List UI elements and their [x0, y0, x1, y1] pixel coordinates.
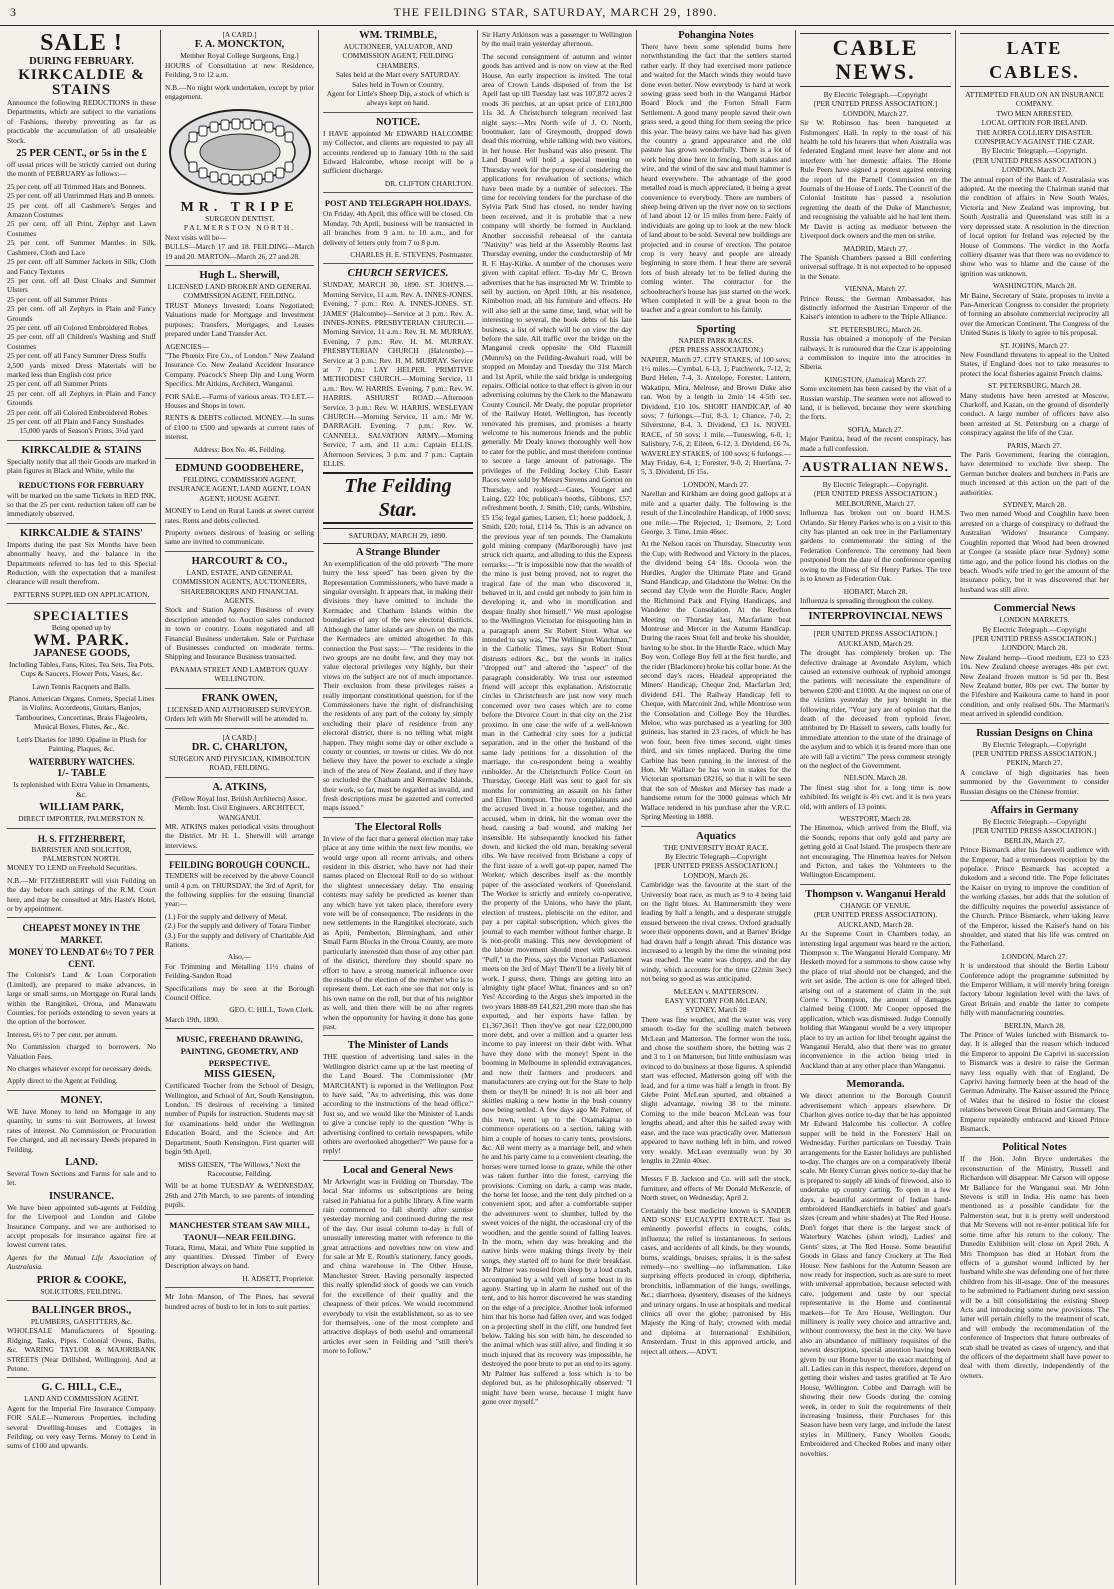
london27-dateline: LONDON, March 27.: [842, 108, 909, 118]
land-title: LAND.: [65, 1156, 98, 1168]
owen-name: FRANK OWEN,: [201, 692, 278, 704]
markets-title: LONDON MARKETS.: [999, 615, 1070, 625]
london27b-dateline: LONDON, March 27.: [1001, 951, 1068, 961]
nelson-dateline: NELSON, March 28.: [843, 773, 908, 783]
notice-title: NOTICE.: [375, 116, 421, 128]
mill-text: Totara, Rimu, Matai, and White Pine supplied in any quantities. Dressed Timber of Every Description always on hand.: [165, 1242, 314, 1271]
charges-line: No charges whatever except for necessary deeds.: [7, 1064, 152, 1074]
postmaster-signature: CHARLES H. E. STEVENS, Postmaster.: [350, 249, 473, 259]
paris-dateline: PARIS, March 27.: [1007, 440, 1062, 450]
apply-line: Apply direct to the Agent at Feilding.: [7, 1076, 118, 1086]
page-number: 3: [10, 5, 17, 19]
late-cables-title: LATE CABLES.: [960, 33, 1109, 87]
charlton-name: DR. C. CHARLTON,: [191, 741, 288, 753]
trimble-town: Sales held in Town or Country.: [352, 79, 444, 89]
aus-copyright: By Electric Telegraph.—Copyright.: [822, 480, 929, 490]
giesen-text: Certificated Teacher from the School of Design, Wellington, and School of Art, South Kensington, London, IS desirous of receiving a limited number of Pupils for instruction. Students may sit for examinations held under the Wellington Education Board, and the Science and Art Department, South Kensington. First quarter will begin 9th April.: [165, 1081, 314, 1157]
late-copyright: By Electric Telegraph.—Copyright.: [981, 146, 1088, 156]
petersburg-dateline: ST. PETERSBURG, March 26.: [828, 324, 923, 334]
napier-title: NAPIER PARK RACES.: [678, 335, 754, 345]
insurance-title: INSURANCE.: [48, 1190, 115, 1202]
venue-title: CHANGE OF VENUE.: [840, 900, 911, 910]
ballinger-name: BALLINGER BROS.,: [31, 1304, 132, 1316]
headline: THE AORFA COLLIERY DISASTER.: [976, 127, 1093, 137]
firm-name-2: KIRKCALDIE & STAINS: [21, 444, 142, 456]
reductions-title: REDUCTIONS FOR FEBRUARY: [18, 479, 145, 490]
cable-text: Sir W. Robinson has been banqueted at Fishmongers' Hall. In reply to the toast of his health he told his hearers that when Australia was federated England must leave her alone and not interfere with her domestic affairs. The Home Rule Peers have signed a protest against entering the report of the Parnell Commission on the Journals of the House of Lords. The Council of the Colonial Institute has passed a resolution regretting the death of the Duke of Manchester, and recognising the valuable aid he had lent them. Mr Davitt is acting as mediator between the Liverpool dock owners and the men on strike.: [800, 118, 951, 241]
prior-cooke: PRIOR & COOKE,: [36, 1274, 127, 1286]
rents-text: RENTS & DEBTS collected. MONEY.—In sums of £100 to £500 and upwards at current rates of interest.: [165, 413, 314, 442]
colonial-text: The Colonist's Land & Loan Corporation (Limited), are prepared to make advances, in large or small sums, on Mortgage on Rural lands within the Rangitikei, Oroua, and Manawatu Counties, for periods extending to seven years at the option of the borrower.: [7, 970, 156, 1027]
ger-copyright: By Electric Telegraph.—Copyright: [982, 817, 1087, 827]
sporting-title: Sporting: [696, 323, 736, 335]
goodbehere-sub: FEILDING. COMMISSION AGENT, INSURANCE AGENT, LAND AGENT, LOAN AGENT, HOUSE AGENT.: [168, 474, 311, 503]
local-text: Mr Arkwright was in Feilding on Thursday. The local Star informs us subscriptions are being raised in Pahiatua for a public library. A fine warm rain commenced to fall shortly after sunrise yesterday morning and continued during the rest of the day. Our usual column to-day is full of unusually interesting matter with reference to the great attractions and novelties now on view and for sale at Mr E. Routh's stationery, fancy goods, and china warehouse in The Other House, Manchester Street. Having personally inspected this really splendid stock of goods we can vouch for the excellence of their quality and the cheapness of their prices. We would recommend everybody to visit the establishment, so as to see for themselves, one of the most complete and attractive displays of both useful and ornamental articles ever seen in Feilding and "still there's more to follow.": [323, 1176, 473, 1356]
sale-title: SALE !: [40, 30, 123, 56]
charlton-card: [A CARD.]: [222, 732, 257, 742]
madrid-dateline: MADRID, March 27.: [843, 243, 908, 253]
sherwill-name: Hugh L. Sherwill,: [199, 270, 280, 282]
giesen-address: MISS GIESEN, "The Willows," Next the Racecourse, Feilding.: [178, 1159, 301, 1178]
com-copyright: By Electric Telegraph.—Copyright: [982, 624, 1087, 634]
tripe-addr: PALMERSTON NORTH.: [183, 223, 296, 233]
washington-text: Mr Baine, Secretary of State, proposes to invite a Pan-American Congress to consider the propriety of forming an absolute commercial reciprocity all over the American Continent. The Congress of the United States is likely to agree to his proposal.: [960, 290, 1109, 338]
charlton-sub: SURGEON AND PHYSICIAN, KIMBOLTON ROAD, FEILDING.: [169, 753, 310, 773]
list-item: 25 per cent. off all Cashmere's Serges and Amazon Costumes: [7, 200, 156, 220]
column-4: [479, 30, 635, 1586]
mclean-title: McLEAN v. MATTERSON.: [673, 986, 759, 996]
money-text: WE have Money to lend on Mortgage in any quantity, in sums to suit Borrowers, at lowest rates of interest. No Commission or Procuration Fee charged, and all necessary Deeds prepared in Feilding.: [7, 1106, 156, 1154]
specs-text: Specifications may be seen at the Borough Council Office.: [165, 983, 314, 1003]
hill-name: G. C. HILL, C.E.,: [41, 1382, 122, 1394]
forsale-text: FOR SALE.—Farms of various areas. TO LET.—Houses and Shops in town.: [165, 391, 314, 410]
boat-text: Cambridge was the favourite at the start of the University boat race, as much as 9 to 4 being laid on the light blues. At Hammersmith they were leading by half a length, and a desperate struggle ensued between the rival crews. Oxford gradually wore their opponents down, and at Barnes' Bridge had drawn half a length ahead. This distance was increased to a length by the time the winning post was reached. The water was choppy, and the day windy, which accounts for the time (22min 3sec) not being so good as was anticipated.: [641, 880, 791, 984]
napier-text: NAPIER, March 27. CITY STAKES, of 100 sovs; 1½ miles.—Cymbal, 6-13, 1; Patchwork, 7-12, 2; Burd Helen, 7-4, 3. Antelope, Forester, Lantern, Wakatipu, Mira, Melrose, and Brown Duke also ran. Won by a length in 2min 14 4-5th sec. Dividend, £10 10s. SHORT HANDICAP, of 40 sovs; 7 furlongs.—Tui, 8-3, 1; Chance, 7-0, 2; Silverstone, 8-4, 3. Dividend, £3 1s. NOVEL RACE, of 50 sovs; 1 mile.—Tuneswing, 6-0, 1; Salisbury, 7-6, 2; Eileen, 6-12, 3. Dividend, £6 7s. WAVERLEY STAKES, of 100 sovs; 6 furlongs.—May Friday, 6-4, 1; Forester, 9-0, 2; Huerfana, 7-5, 3. Dividend, £6 15s.: [641, 354, 791, 477]
manson-text: Mr John Manson, of The Pines, has several hundred acres of bush to let in lots to suit parties.: [165, 1292, 314, 1311]
column-2: [162, 30, 317, 1586]
rolls-title: The Electoral Rolls: [354, 821, 442, 833]
ger-assoc: [PER UNITED PRESS ASSOCIATION.]: [972, 826, 1097, 836]
discount-list: [7, 182, 156, 427]
headline: LOCAL OPTION FOR IRELAND.: [981, 118, 1088, 128]
table-text: Is replenished with Extra Value in Ornaments, &c.: [13, 780, 150, 799]
minister-title: The Minister of Lands: [347, 1040, 449, 1052]
pekin-dateline: PEKIN, March 27.: [1006, 758, 1063, 768]
jackson-text: Messrs F B. Jackson and Co. will sell the stock, furniture, and effects of Mr Donald McKenzie, of North street, on Wednesday, April 2.: [641, 1174, 791, 1203]
vienna-text: Prince Reuss, the German Ambassador, has distinctly informed the Austrian Emperor of the Kaiser's intention to adhere to the Triple Alliance.: [800, 293, 951, 322]
sale-subtitle: DURING FEBRUARY.: [29, 56, 134, 67]
inter-text: The drought has completely broken up. The defective drainage at Avondale Asylum, which caused an extensive outbreak of typhoid amongst the patients will necessitate the expenditure of between £200 and £1000. At the inquest on one of the victims yesterday the jury brought in the following rider, "Your jury are of opinion that the death of the deceased from typhoid fever, attributed by Dr Hassell to sewers, calls loudly for immediate attention to the state of the drainage of the asylum and to which it is feared more than one are will fall a victim." The press comment strongly on the neglect of the Government.: [800, 648, 951, 770]
local-title: Local and General News: [343, 1164, 453, 1176]
aquatics-title: Aquatics: [696, 830, 736, 842]
japanese-title: JAPANESE GOODS,: [33, 647, 130, 659]
hill-text: Agent for the Imperial Fire Insurance Company. FOR SALE—Numerous Properties, including several Dwelling-houses and Cottages in Feilding, on very easy Terms. Money to Lend in sums of £100 and upwards.: [7, 1403, 156, 1451]
waterbury-title: WATERBURY WATCHES.: [28, 757, 135, 768]
london-dateline: LONDON, March 27.: [683, 479, 749, 489]
address-line: Address: Box No. 46, Feilding.: [193, 444, 286, 454]
madrid-text: The Spanish Chambers passed a Bill conferring universal suffrage. It is not expected to be opposed in the Senate.: [800, 252, 951, 281]
sofia-text: Major Panitza, head of the recent conspiracy, has made a full confession.: [800, 434, 951, 453]
london27-dateline: LONDON, March 27.: [1001, 165, 1068, 175]
cheapest-money: CHEAPEST MONEY IN THE MARKET.: [22, 923, 141, 946]
atkinson-text: Sir Harry Atkinson was a passenger to Wellington by the mail train yesterday afternoon.: [482, 30, 632, 49]
com-assoc: [PER UNITED PRESS ASSOCIATION.]: [972, 633, 1097, 643]
money-title: MONEY.: [60, 1094, 103, 1106]
petersburg-text: Russia has obtained a monopoly of the Persian railways. It is rumoured that the Czar is appointing a commission to inquire into the atrocities in Siberia.: [800, 334, 951, 372]
cable-assoc: [PER UNITED PRESS ASSOCIATION.]: [813, 99, 938, 109]
japanese-text: Including Tables, Fans, Kites, Tea Sets, Tea Pots, Cups & Saucers, Flower Pots, Vases, &c.: [8, 659, 154, 679]
aus-assoc: (PER UNITED PRESS ASSOCIATION.): [813, 489, 938, 499]
stjohns-dateline: ST. JOHNS, March 27.: [1000, 340, 1069, 350]
harcourt-sub: LAND, ESTATE, AND GENERAL COMMISSION AGENTS, AUCTIONEERS, SHAREBROKERS AND FINANCIAL AGENTS.: [172, 567, 307, 606]
list-item: 25 per cent. off Summer Mantles in Silk, Cashmere, Cloth and Lace: [7, 238, 156, 257]
berlin28-text: The Prince of Wales lunched with Bismarck to-day. It is alleged that the reason which induced the Emperor to appoint De Caprivi in succession to Bismarck was a desire to raise the German navy less equally with that of England, De Caprivi having formerly been at the head of the German Admiralty. The Kaiser assured the Prince of Wales that he desired to foster the closest relations between Great Britain and Germany. The Emperor repeatedly embraced and kissed Prince Bismarck.: [960, 1029, 1109, 1134]
adsett-signature: H. ADSETT, Proprietor.: [242, 1273, 314, 1283]
list-item: 25 per cent. off all Summer Prints: [7, 294, 108, 304]
tripe-name: MR. TRIPE: [180, 200, 299, 216]
pohangina-title: Pohangina Notes: [678, 30, 754, 41]
list-item: 2,500 yards mixed Dress Materials will be marked less than English cost price: [7, 360, 156, 379]
notice-signature: DR. CLIFTON CHARLTON.: [384, 178, 473, 188]
berlin-text: Prince Bismarck after his farewell audience with the Emperor, had a tremendous reception by the populace. Prince Bismarck has accepted a dukedom and a second title. The Pope felicitates the Kaiser on trying to improve the condition of the working classes, but adds that the solution of the difficulty requires the powerful assistance of the Church. Prince Bismarck, when taking leave of the Emperor, kissed the Kaiser's hand on his shoulder, and stated that his life was centred on the Fatherland.: [960, 845, 1109, 949]
pianos-text: Pianos, American Organs, Cornets, Special Lines in Violins, Accordeons, Guitars, Banjos, Tambourines, Concertinas, Brass Flageolets, Musical Boxes, Flutes, &c., &c.: [8, 693, 155, 732]
insurance-text: We have been appointed sub-agents at Feilding for the Liverpool and London and Globe Insurance Company, and we are authorised to accept proposals for insurance against fire at lowest current rates.: [7, 1202, 156, 1250]
mill-title: MANCHESTER STEAM SAW MILL, TAONUI—NEAR FEILDING.: [169, 1219, 310, 1242]
sofia-dateline: SOFIA, March 27.: [847, 424, 904, 434]
list-item: 25 per cent. off all Colored Embroidered Robes: [7, 407, 148, 417]
list-item: 25 per cent. off all Zephyrs in Plain and Fancy Grounds: [7, 304, 156, 323]
kingston-dateline: KINGSTON, (Jamaica) March 27.: [824, 374, 927, 384]
trimming-text: For Trimming and Metalling 11½ chains of Feilding-Sandon Road: [165, 961, 314, 981]
monckton-nb: N.B.—No night work undertaken, except by prior engagement.: [165, 82, 314, 102]
rus-copyright: By Electric Telegraph.—Copyright: [982, 739, 1087, 749]
firm-name: KIRKCALDIE & STAINS: [18, 67, 145, 98]
nelson-text: The finest stag shot for a long time is now exhibited. Its weight is 4½ cwt. and it is two years old, with antlers of 13 points.: [800, 782, 951, 811]
church-title: CHURCH SERVICES.: [347, 268, 449, 280]
table-title: 1/- TABLE: [57, 768, 106, 780]
list-item: 25 per cent. off all Colored Embroidered Robes: [7, 322, 148, 332]
goodbehere-money: MONEY to Lend on Rural Lands at sweet current rates. Rents and debts collected.: [165, 506, 314, 525]
interprovincial-title: INTERPROVINCIAL NEWS: [800, 608, 951, 626]
berlin28-dateline: BERLIN, March 28.: [1004, 1020, 1065, 1030]
petersburg-text: Many students have been arrested at Moscow, Charkoff, and Kazan, on the ground of disorderly conduct. A large number of officers have also been arrested at St. Petersburg on a charge of conspiracy against the life of the Czar.: [960, 390, 1109, 438]
cable-news-title: CABLE NEWS.: [800, 33, 951, 87]
sydney-dateline: SYDNEY, March 28: [685, 1005, 747, 1015]
council-text: TENDERS will be received by the above Council until 4 p.m. on THURSDAY, the 3rd of April, for the following supplies for the ensuing financial year:—: [165, 871, 314, 909]
specialties-title: SPECIALTIES: [33, 608, 130, 624]
council-item: (1.) For the supply and delivery of Metal.: [165, 911, 288, 921]
also-label: Also,—: [227, 952, 252, 962]
atkins-sub: (Fellow Royal Inst. British Architects) Assoc. Memb. Inst. Civil Engineers. ARCHITECT, WANGANUI.: [172, 793, 307, 822]
lend-rate: MONEY TO LEND AT 6½ TO 7 PER CENT.: [8, 947, 155, 970]
ballinger-sub: PLUMBERS, GASFITTERS, &c.: [30, 1316, 133, 1326]
prior-sub: SOLICITORS, FEILDING.: [40, 1286, 123, 1296]
list-item: 25 per cent. off all Children's Washing and Stuff Costumes: [7, 332, 156, 351]
press-assoc: (PER PRESS ASSOCIATION.): [669, 345, 763, 355]
notice-text: Specially notify that all their Goods are marked in plain figures in Black and White, while the: [7, 456, 156, 476]
owen-text: Orders left with Mr Sherwill will be attended to.: [165, 714, 309, 724]
assoc-line: [PER UNITED PRESS ASSOCIATION.]: [654, 861, 778, 871]
political-text: If the Hon. John Bryce undertakes the reconstruction of the Ministry, Russell and Richardson will disappear. Mr Carson will oppose Mr Ballance for the Wanganui seat. Mr John Stevens is still in India. His name has been mentioned as a possible candidate for the Palmerston seat, but it is pretty well understood that Mr Stevens will not re-enter political life for some time after his return to the colony. The Dunedin Exhibition will close on April 26th. A Mrs Thompson has died at Hobart from the effects of a gunshot wound inflicted by her husband while she was defending one of her three children from his ill-usage. One of the measures to be submitted to Parliament during next session will be a bill consolidating the existing Sheep Acts and introducing some new provisions. The latter will pertain chiefly to the treatment of scab, and will embody the recommendation of the conference of Inspectors that future outbreaks of scab shall be treated as cases of urgency, and that the officers of the department shall have power to deal with them directly, independently of the owners.: [960, 1154, 1109, 1380]
berlin27-dateline: BERLIN, March 27.: [1004, 835, 1065, 845]
commercial-title: Commercial News: [993, 603, 1076, 615]
notice-text: I HAVE appointed Mr EDWARD HALCOMBE my Collector, and clients are requested to pay all accounts rendered up to January 10th to the said Edward Halcombe, whose receipt will be a sufficient discharge.: [323, 128, 473, 176]
headline: CONSPIRACY AGAINST THE CZAR.: [974, 137, 1095, 147]
harcourt-address: PANAMA STREET AND LAMBTON QUAY WELLINGTON.: [170, 664, 309, 684]
auckland-dateline: AUCKLAND, March 29.: [837, 638, 914, 648]
interest-line: Interest, 6½ to 7 per cent. per annum.: [7, 1029, 118, 1039]
clerk-signature: GEO. C. HILL, Town Clerk.: [229, 1005, 314, 1015]
list-item: 25 per cent. off all Summer Jackets in Silk, Cloth and Fancy Textures: [7, 257, 156, 276]
blunder-text: An exemplification of the old proverb "The more hurry the less speed" has been given by the Representation Commissioners, who have made a singular oversight. It appears that, in making their divisions they have omitted to include the Kermadec and Chatham Islands within the boundaries of any of the new electoral districts. Although the latter islands are shown on the map, the Kermadecs are omitted altogether. In this connection the Post says:— "The residents in the two groups are no doubt few, and they may not value electoral privileges very highly, but their views on the subject are not of much importance. Their exclusion from these privileges raises a really important constitutional question, for if the Commissioners have the right of disfranchising the residents of any part of the colony by simply excluding their place of residence from any electoral district, there is no telling what might happen. They might some day or other exclude a county or counties, or towns or cities. We do not believe they have the power to exclude a single inch of the area of New Zealand, and if they have so excluded the Chatham and Kermadec Islands, their work, so far, must be regarded as invalid, and fresh descriptions must be gazetted and corrected maps issued.": [323, 558, 473, 813]
political-title: Political Notes: [1002, 1142, 1067, 1154]
church-text: SUNDAY, MARCH 30, 1890. ST. JOHN'S.—Morning Service, 11 a.m. Rev. A. INNES-JONES. Evening, 7 p.m.: Rev. A. INNES-JONES. ST. JAMES' (Halcombe)—Service at 3 p.m.: Rev. A. INNES-JONES. PRESBYTERIAN CHURCH.—Morning Service, 11 a.m.: Rev. H. M. MURRAY. Evening, 7 p.m.: Rev. H. M. MURRAY. PRESBYTERIAN CHURCH (Halcombe).—Service at 3 p.m.: Rev. H. M. MURRAY. Service at 7 p.m.: LAY HELPER. PRIMITIVE METHODIST CHURCH.—Morning Service, 11 a.m.: Rev. W. HARRIS. Evening, 7 p.m.: Rev. W. HARRIS. ASHURST ROAD.—Afternoon Service, 3 p.m.: Rev. W. HARRIS. WESLEYAN CHURCH.—Morning Service, 11 a.m.: Mr W. DARRAGH. Evening, 7 p.m.: Rev. W. CANNELL. SALVATION ARMY.—Morning Service, 7 a.m. and 11 a.m.: Captain ELLIS. Afternoon Services, 3 p.m. and 7 p.m.: Captain ELLIS.: [323, 280, 473, 469]
monckton-sub: Member Royal College Surgeons, Eng.]: [180, 51, 299, 61]
petersburg-dateline: ST. PETERSBURG, March 28.: [987, 381, 1082, 391]
fitzherbert-sub: BARRISTER AND SOLICITOR, PALMERSTON NORTH.: [31, 844, 132, 863]
agents-text: Agents for the Mutual Life Association of Australasia.: [7, 1252, 156, 1272]
headline: TWO MEN ARRESTED.: [996, 108, 1073, 118]
card-label: [A CARD.]: [222, 30, 257, 39]
cable-copyright: By Electric Telegraph.—Copyright: [823, 90, 928, 99]
boat-race-title: THE UNIVERSITY BOAT RACE.: [663, 842, 769, 852]
venue-assoc: (PER UNITED PRESS ASSOCIATION).: [813, 910, 938, 920]
trimble-sales: Sales held at the Mart every SATURDAY.: [335, 70, 461, 80]
park-address: DIRECT IMPORTER, PALMERSTON N.: [18, 814, 145, 824]
london-text: It is understood that should the Berlin Labour Conference adopt the programme submitted by the Emperor William, it will merely bring foreign factory labour legislation level with the laws of Great Britain and enable the latter to compete fully with manufacturing countries.: [960, 961, 1109, 1018]
owen-sub: LICENSED AND AUTHORISED SURVEYOR.: [167, 704, 312, 714]
russian-title: Russian Designs on China: [976, 727, 1093, 739]
lawn-line: Lawn Tennis Racquets and Balls.: [32, 681, 131, 691]
auckland28-dateline: AUCKLAND, March 28.: [837, 919, 914, 929]
commission-line: No Commission charged to borrowers. No Valuation Fees.: [7, 1042, 156, 1061]
post-text: On Friday, 4th April, this office will be closed. On Monday, 7th April, business will be transacted in all branches from 9 a.m. to 10 a.m., and for delivery of letters only from 7 to 8 p.m.: [323, 209, 473, 247]
post-title: POST AND TELEGRAPH HOLIDAYS.: [324, 198, 472, 209]
fitzherbert-nb: N.B.—Mr FITZHERBERT will visit Feilding on the day before each sittings of the R.M. Court here, and may be consulted at Mrs Haste's Hotel, or by appointment.: [7, 875, 156, 913]
music-title: MUSIC, FREEHAND DRAWING, PAINTING, GEOMETRY, AND PERSPECTIVE.: [176, 1034, 303, 1069]
rus-assoc: [PER UNITED PRESS ASSOCIATION.]: [972, 749, 1097, 758]
australian-news-title: AUSTRALIAN NEWS.: [800, 456, 951, 477]
column-7: [957, 30, 1112, 1586]
easy-victory: EASY VICTORY FOR McLEAN.: [664, 996, 768, 1005]
ballinger-text: WHOLESALE Manufacturers of Spouting, Ridging, Tanks, Pipes. Colonial Ovens, Baths, &c. WARING TAYLOR & MAJORIBANK STREETS (Near Drillshed, Wellington). And at Petone.: [7, 1326, 156, 1373]
paris-text: The Paris Government, fearing the contagion, have determined to exclude live sheep. The German butcher dealers and butchers in Paris are much incensed at this action on the part of the authorities.: [960, 450, 1109, 497]
westport-dateline: WESTPORT, March 28.: [839, 814, 912, 824]
list-item: 25 per cent. off all Plain and Fancy Sunshades: [7, 417, 144, 426]
hobart-dateline: HOBART, March 28.: [843, 586, 908, 596]
harcourt-name: HARCOURT & CO.,: [191, 555, 288, 567]
specialties-sub: Being opened up by: [51, 623, 112, 633]
monckton-hours: HOURS of Consultation at new Residence, Feilding, 9 to 12 a.m.: [165, 60, 314, 80]
tripe-sub: SURGEON DENTIST,: [205, 214, 274, 224]
money-lend-line: MONEY TO LEND on Freehold Securities.: [7, 863, 138, 873]
melbourne-dateline: MELBOURNE, March 27.: [835, 498, 916, 508]
list-item: 25 per cent. off all Zephyrs in Plain and Fancy Grounds: [7, 388, 156, 408]
news-text: The second consignment of autumn and winter goods has arrived and is now on view at the Red House. An early inspection is invited. The total area of Crown Lands disposed of from the 1st April last up till Tuesday last was 107,872 acres 2 roods 36 perches, at an upset price of £101,800 11s 3d. A Christchurch telegram received last night says:—Mrs North wife of J. O. North, bootmaker, late of Greymouth, dropped down dead this morning, while talking with two visitors, in her house. Her husband was also present. The Land Board will hold a special meeting on Thursday week for the purpose of considering the applications for revaluation of sections, which have been made by a number of selectors. The time for receiving tenders for the purchase of the Sylvia Park Stud has closed, no tender having been received, and it is probable that a new company will shortly be formed in Auckland. Another successful rehearsal of the cantata "Nativity" was held at the Assembly Rooms last Thursday evening, under the conductorship of Mr R. F. Hay-Kirke. A number of the choruses were given with capital effect. To-day Mr C. Brown advertises that he has instructed Mr W. Trimble to sell by auction, on April 10th, at his residence, Kimbolton road, all his furniture and effects. He will also sell at the same time, land, what will be interesting to several, the book debts of his late business, a list of which will be on view the day before the sale. All traffic over the bridge on the Manganui creek opposite the Old Flaxmill (Munro's) on the Feilding-Awahuri road, will be stopped on Monday and Tuesday the 31st March and 1st April, while the said bridge is undergoing repairs. Official notice to that effect is given in our advertising columns by the Clerk to the Manawatu County Council. Mr Dealy, the popular proprietor of the Railway Hotel, Wellington, has recently renovated his premises, and promises a hearty welcome to his numerous friends and the public generally. Mr Dealy knows thoroughly well how to cater for the public, and must therefore continue to secure a large amount of patronage. The privileges of the Feilding Jockey Club Easter Races were sold by Messrs Stevens and Gorton on Thursday, and realised:—Gates, Younger and Laing, £22 10s; publican's booths, Gibbons, £57; refreshment booth, J. Smith, £10; cards, Wiltshire, £5 15s; legal games, Larsen, £1; horse paddock, J. Smith, £20; total, £114 5s. This is an advance on the previous year of ten pounds. The Oamakutu gold mining company (Marlborough) have just struck rich quartz, and alluding to this the Express remarks:—"It is impossible now that the wealth of the mine is just being proved, not to regret the tragical fate of the man who discovered it, behaved in it, and could get nobody to join him in developing it, and who in mortification and despair finally shot himself." We must apologise to the Wellington Victorian for misquoting him in a paragraph anent Sir Robert Stout. What we intended to say was, "The Wellington Watchman," in the Catholic Times, says Sir Robert Stout distrusts editors &c., but the words in italics "dropped out" and altered the "aspect" of the paragraph considerably. We trust our esteemed friend will accept this explanation. Aristocratic circles in Christchurch are just now very much concerned over two cases which are to come before the Divorce Court in that city on the 21st proximo. In one case the wife of a well-known man in the Cathedral city sues for a judicial separation, and in the other the husband of the same lady petitions for a dissolution of the marriage, the co-respondent being a wealthy runholder. At the Christchurch Police Court on Thursday, George Hall was sent to gaol for six months for committing an assault on his father and Ellen Thompson. The two complainants and the accused lived in a house together, and the accused, when in drink, hit the woman over the head, causing a bad wound, and making her insensible. He subsequently knocked his father down, and kicked the old man, breaking several ribs. We have received from Brisbane a copy of the first issue of a well got-up paper, named The Worker, which describes itself as the monthly paper of the associated workers of Queensland. The Worker is strictly and entirely co-operative, the property of the Unions, who have the plant, election of trustees, plebiscite on the editor, and pay a per capital subscription, which gives the journal to each member without further charge. It is non-profit making. This new development of the labour movement should meet with success. "Puff," in the Press, says the Victorian Parliament meets on the 3rd of May! There'll be a lively bit of work, I guess, there. Things are getting into an almighty tight place! What, finances and so on? Yes! According to the Argus she's imported in the two years 1888-89 £41,821,290 more than she has exported, and her exports have fallen by £1,367,361! Then they've got near £22,000,000 more debt, and over a million and a quarter less income to pay interest on their debt with. What have they done with the money! Spent in the booming in Melbourne in splendid extravagances, and now their farmers and producers and manufacturers are crying out for the State to help them or they'll be ruined! It is not all beer and skittles making a new home in the bush country now being settled. A few days ago Mr Palmer, of this town, went up to the Oxamakapua to commence operations on a section, taking with him a couple of horses to carry tents, provisions, &c. All went merry as a marriage bell, and when he and his party came to a convenient clearing, the horses were turned loose to graze, while the other was taken further into the forest, carrying the provisions. Coming on dark, a camp was made, the horse let loose, and the tent duly pitched on a convenient spot, and after a comfortable supper the adventurers went to slumber, lulled by the sweet voices of the night, the occasional cry of the woodhen, and the gentle sound of falling leaves. In the morn, when day was breaking and the native birds were making things lively by their songs, they started off to hunt for their breakfast. Mr Palmer was roused from sleep by a loud crash, accompanied by a wild yell of some beast in its agony. Starting up in alarm he rushed out of the tent, and to his horror discovered he was standing on the edge of a precipice. Another look informed him that his horse had fallen over, and was lodged on a projecting shelf in the cliff, one hundred feet below. Taking his son with him, he descended to the animal which was still alive, and finding it so much injured that its recovery was impossible, he destroyed the poor brute to put an end to its agony. Mr Palmer has suffered a loss which is to be deplored but, as he philosophically observed: "I might have been worse, because I might have gone over myself.": [482, 51, 633, 1406]
column-5: [638, 30, 794, 1586]
property-owners: Property owners desirous of leasing or selling same are invited to communicate.: [165, 528, 314, 547]
council-item: (3.) For the supply and delivery of Charitable Aid Rations.: [165, 930, 314, 949]
thompson-title: Thompson v. Wanganui Herald: [805, 888, 946, 900]
late-text: The annual report of the Bank of Australasia was adopted. At the meeting the Chairman stated that the condition of affairs in New South Wales, Victoria and New Zealand was improving, but South Australia and Queensland was still in a very depressed state. A resolution in the direction of local option for Ireland was rejected by the House of Commons. The verdict in the Aorfa colliery disaster was that there was no evidence to show who was to blame and the cause of the ignition was unknown.: [960, 174, 1109, 278]
harcourt-text: Stock and Station Agency Business of every description attended to. Auction sales conducted in town or country. Loans negotiated and all Financial Business undertaken. Sale or Purchase of Businesses conducted on moderate terms. Shipping and Insurance Business transacted.: [165, 605, 314, 662]
sydney-dateline: SYDNEY, March 28.: [1002, 500, 1067, 510]
paper-title: The Feilding Star.: [323, 472, 473, 524]
sherwill-sub: LICENSED LAND BROKER AND GENERAL COMMISSION AGENT, FEILDING.: [167, 282, 312, 301]
rolls-text: In view of the fact that a general election may take place at any time within the next few months, we would urge upon all recent arrivals, and others resident in this district, who have not had their names placed on Electoral Roll to do so without the slightest unnecessary delay. The ensuing contests may safely be predicted as keener than any which have yet taken place, therefore every vote will be of consequence. The residents in the new settlements in the Rangitikei electorate, such as Apiti, Pemberton, Birmingham, and other Small Farm Blocks in the Oroua County, are more particularly interested than those of any other part of the district, therefore they should spare no effort to have a strong numerical influence over the results of the election of the member who is to represent them. Let each one see that not only is his own name on the roll, but that of his neighbor as well, and then there will be no after regrets when the opportunity for having it done has gone past.: [323, 833, 473, 1031]
land-text: Several Town Sections and Farms for sale and to let.: [7, 1168, 156, 1188]
copyright-line: By Electric Telegraph—Copyright: [665, 851, 767, 861]
fitzherbert-name: H. S. FITZHERBERT,: [37, 833, 126, 844]
commercial-text: New Zealand hemp—Good medium, £23 to £23 10s. New Zealand cheese averages 48s per cwt. New Zealand frozen mutton is 5d per lb. Best New Zealand butter, 80s per cwt. The butter by the Fifeshire and Kaikoura came to hand in poor condition, and only realised 60s. The Marmari's meat arrived in splendid condition.: [960, 652, 1109, 719]
list-item: 25 per cent. off all Dust Cloaks and Summer Ulsters: [7, 275, 156, 295]
mclean-text: There was fine weather, and the water was very smooth to-day for the sculling match between McLean and Matterson. The former won the toss, and chose the southern shore, the betting was 2 and 3 to 1 on Matterson, but little enthusiasm was evinced to do business at those figures. A splendid start was effected, Matterson going off with the lead, and for a time was half a length in front. By Glebe Point McLean spurted, and obtained a slight advantage, rowing 38 to the minute. Coming to the mile beacon McLean was four lengths ahead, and after this he sailed away with ease, and the race was practically over. Matterson appeared to have nothing left in him, and rowed very weakly. McLean eventually won by 30 lengths in 22min 40sec.: [641, 1014, 791, 1165]
goodbehere-name: EDMUND GOODBEHERE,: [175, 462, 304, 474]
london26-dateline: LONDON, March 26.: [683, 870, 749, 880]
london-text: Narellan and Kirkham are doing good gallops at a mile and a quarter daily. The following is the result of the Lincolnshire Handicap, of 1000 sovs; one mile.—The Rejected, 1; Ilsemore, 2; Lord George, 3. Time, 1min 46sec.: [641, 489, 791, 536]
list-item: 25 per cent. off all Summer Prints: [7, 379, 108, 389]
london28-dateline: LONDON, March 28.: [1001, 643, 1068, 653]
washington-dateline: WASHINGTON, March 28.: [992, 281, 1077, 291]
stjohns-text: New Foundland threatens to appeal to the United States, if England does not to take measures to protect the local fisheries against French claims.: [960, 349, 1109, 378]
pekin-text: A conclave of high dignitaries has been summoned by the Government to consider Russian designs on the Chinese frontier.: [960, 767, 1109, 796]
column-1: [4, 30, 159, 1586]
percent-line: 25 PER CENT., or 5s in the £: [16, 148, 147, 160]
announce-text: Announce the following REDUCTIONS in these Departments, which are subject to the variations of Fashions, thereby preventing as far as practicable the accumulation of all unsaleable Stock.: [7, 98, 156, 145]
atkins-name: A. ATKINS,: [212, 781, 267, 793]
inter-assoc: [PER UNITED PRESS ASSOCIATION.]: [813, 629, 938, 639]
list-item: 25 per cent. off all Trimmed Hats and Bonnets.: [7, 181, 147, 191]
germany-title: Affairs in Germany: [990, 805, 1079, 817]
sydney-text: Two men named Wood and Coughlin have been arrested on a charge of conspiracy to defraud the Australian Widows' Insurance Company. Coughlin reported that Wood had been drowned at Coogee (a seaside place near Sydney) some time ago, and the police found his clothes on the beach. Wood's wife tried to get the amount of the insurance policy, but it was discovered that her husband was still alive.: [960, 509, 1109, 594]
list-item: 25 per cent. off all Untrimmed Hats and B onnets.: [7, 191, 155, 201]
denture-illustration: [165, 104, 317, 200]
trimble-name: WM. TRIMBLE,: [359, 30, 437, 41]
park-name: WM. PARK.: [33, 631, 130, 649]
council-title: FEILDING BOROUGH COUNCIL.: [169, 860, 310, 871]
teeth-icon: [165, 104, 315, 200]
pohangina-text: There have been some splendid burns here notwithstanding the fact that the settlers started rather early. If they had exercised more patience and waited for the March winds they would have done even better. Now everybody is hard at work sowing grass seed both in the Wanganui Harbor Board Block and the Forton Small Farm Settlement. A good many people saved their own grass seed, a good thing for them seeing the price this year. The heavy rains we have had has given the country a grand appearance and the old pasture has grown wonderfully. There is a lot of work being done here in fencing, both stakes and wire, and the wind of the saw and maul hammer is heard everywhere. The advantage of the good metalled road is much appreciated, it being a great convenience to everybody. There are numbers of sheep being driven up the river now on to sections of land about 12 or 15 miles from here. Fairly of individuals are going up to look at the new block of land about to be sold. Several new buildings are projected and in course of erection. The potatoe crop is very heavy and people are already beginning to store them. I hear there are several lots of bush already let to be felled during the coming winter. The contractor for the schoolteacher's house has just started on the work. When completed it will be a great boon to the teacher and a great comfort to his family.: [641, 42, 791, 315]
tripe-dates: BULLS—March 17 and 18. FEILDING—March 19 and 20. MARTON—March 26, 27 and 28.: [165, 242, 314, 261]
date-line: SATURDAY, MARCH 29, 1890.: [323, 528, 473, 543]
list-item: 25 per cent. off all Fancy Summer Dress Stuffs: [7, 351, 147, 361]
list-item: 25 per cent. off all Print, Zephyr and Lawn Costumes: [7, 219, 156, 238]
tripe-visits: Next visits will be—: [165, 232, 227, 242]
trimble-sub: AUCTIONEER, VALUATOR, AND COMMISSION AGENT, FEILDING CHAMBERS.: [342, 42, 454, 70]
blunder-title: A Strange Blunder: [355, 546, 440, 558]
park-name-2: WILLIAM PARK,: [39, 802, 124, 814]
reductions-text: will be marked on the same Tickets in RED INK, so that the 25 per cent. reduction taken off can be immediately observed.: [7, 490, 156, 519]
letts-text: Lett's Diaries for 1890. Opaline in Plush for Painting, Plaques, &c.: [16, 734, 147, 753]
monckton-name: F. A. MONCKTON,: [194, 39, 285, 51]
atkins-text: MR. ATKINS makes periodical visits throughout the District. Mr H. L. Sherwill will arrange interviews.: [165, 821, 314, 850]
minister-text: THE question of advertising land sales in the Wellington district came up at the last meeting of the Land Board. The Commissioner (Mr MARCHANT) is reported in the Wellington Post to have said, "As to advertising, this was done according to the instructions of the head office." Just so, and we would like the Minister of Lands to give a concise reply to the question "Why is advertising confined to certain newspapers, while others are overlooked altogether?" We pause for a reply!: [323, 1052, 473, 1156]
hill-sub: LAND AND COMMISSION AGENT.: [24, 1394, 139, 1404]
eucalypti-text: Certainly the best medicine known is SANDER AND SONS' EUCALYPTI EXTRACT. Test its eminently powerful effects in coughs, colds, influenza; the relief is instantaneous. In serious cases, and accidents of all kinds, be they wounds, burns, scaldings, bruises, sprains, it is the safest remedy—no swelling—no inflammation. Like surprising effects produced in croup, diphtheria, bronchitis, inflammation of the lungs, swellings, &c.; diarrhoea, dysentery, diseases of the kidneys and urinary organs. In use at hospitals and medical clinics all over the globe; patronised by His Majesty the King of Italy; crowned with medal and diploma at International Exhibition, Amsterdam. Trust in this approved article, and reject all others.—ADVT.: [641, 1205, 791, 1356]
prints-line: 15,000 yards of Season's Prints, 3½d yard: [19, 426, 144, 436]
agencies-list: "The Phœnix Fire Co., of London." New Zealand Insurance Co. New Zealand Accident Insurance Company. Peacock's Sheep Dip and Lung Worm Specifics. Mr Aitkins, Architect, Wanganui.: [165, 350, 314, 389]
giesen-home: Will be at home TUESDAY & WEDNESDAY, 26th and 27th March, to see parents of intending pupils.: [165, 1181, 314, 1210]
trust-text: TRUST Moneys Invested; Loans Negotiated; Valuations made for Mortgage and Investment purposes; Transfers, Mortgages, and Leases prepared under Land Transfer Act.: [165, 300, 314, 339]
council-item: (2.) For the supply and delivery of Totara Timber: [165, 921, 311, 931]
patterns-line: PATTERNS SUPPLIED ON APPLICATION.: [13, 589, 150, 599]
masthead-title: THE FEILDING STAR, SATURDAY, MARCH 29, 1890.: [393, 5, 718, 19]
column-6: [797, 30, 954, 1586]
percent-detail: off usual prices will be strictly carried out during the month of FEBRUARY as follows:—: [7, 160, 156, 179]
date-line: March 19th, 1890.: [165, 1014, 220, 1024]
late-assoc: (PER UNITED PRESS ASSOCIATION.): [972, 155, 1097, 165]
nelson-text: At the Nelson races on Thursday, Sinecurity won the Cup, with Redwood and Victory in the places, the dividend being £4 18s. Ocoola won the Hurdles, Angler the Ultimate Plate and Grand Stand Handicap, and Gladstone the Welter. On the second day Clyde won the Hurdle Race, Angler the Richmond Park and Flying Handicaps, and Wanderer the Consolation. At the Reefton Meeting on Thursday last, Macfarlane beat Montrose and Mercer in the Autumn Handicap. During the races Stoat fell and broke his shoulder, having to be shot. In the Hurdle Race, which May Boy won, College Boy fell at the first hurdle, and the rider (Blackmore) broke his collar bone. At the second day's races, Headeal appropriated the Miners' Handicap, Cheque 2nd, Macfarlan 3rd; dividend £41. The Railway Handicap fell to Cheque, with Marcoinit 2nd, while Montrose won the Consolation and College Boy the Hurdles. Meloe, who was purchased as a yearling for 300 guineas, has started in 23 races, of which he has won four, been five times second, eight times third, and six times unplaced. During the time Carbine has been running in the interest of the Hon. Mr Wallace he has won in stakes for the Victorian sportsman £8216, so that it will be seen that the son of Musket and Mersey has made a handsome return for the 3000 guineas which Mr Wallace tendered in his purchase after the V.R.C. Spring Meeting in 1888.: [641, 539, 791, 822]
headline: ATTEMPTED FRAUD ON AN INSURANCE COMPANY.: [965, 90, 1104, 109]
giesen-name: MISS GIESEN,: [204, 1069, 275, 1081]
hobart-text: Influenza is spreading throughout the colony.: [800, 595, 934, 605]
agencies-label: AGENCIES—: [165, 341, 209, 351]
column-3: [320, 30, 476, 1586]
trimble-dip: Agent for Little's Sheep Dip, a stock of which is always kept on hand.: [326, 89, 470, 108]
system-title: KIRKCALDIE & STAINS': [20, 527, 143, 539]
memoranda-title: Memoranda.: [846, 1079, 905, 1091]
vienna-dateline: VIENNA, March 27.: [844, 284, 907, 294]
kingston-text: Some excitement has been caused by the visit of a Russian warship. The seamen were not allowed to land, it is believed, because they were sketching the forts.: [800, 384, 951, 422]
melbourne-text: Influenza has broken out on board H.M.S. Orlando. Sir Henry Parkes who is on a visit to this city has planted an oak tree in the Parliamentary gardens to commemorate the sitting of the Federation Conference. The ceremony had been postponed from the date of the conference opening owing to the illness of Sir Henry Parkes. The tree is to known as Federation Oak.: [800, 508, 951, 584]
westport-text: The Hinemoa, which arrived from the Bluff, via the Sounds, reports that only gold and party are getting gold at Coal Island. The prospects there are not encouraging. The Hinemoa leaves for Nelson and Picton, and takes the Volunteers to the Wellington Encampment.: [800, 823, 951, 880]
venue-text: At the Supreme Court in Chambers today, an interesting legal argument was heard re the action, Thompson v. The Wanganui Herald Company. Mr Hesketh moved for a summons to show cause why the place of trial should not be changed, and the writ set aside. The action is one for alleged libel, arising out of a statement of claim in the suit Corrie v. Thompson, the amount of damages claimed being £1000. Mr Cooper opposed the application, which was dismissed. Judge Connolly holding that Wanganui would be a very improper place to try an action for libel brought against the Wanganui Herald, also that there was no greater inconvenience in the action being tried in Auckland than at any other place than Wanganui.: [800, 929, 951, 1070]
masthead: [0, 0, 1114, 26]
system-text: Imports during the past Six Months have been abnormally heavy, and the balance in the Departments referred to has led to this Special Reduction, with the expectation that a manifest clearance will result therefrom.: [7, 539, 156, 587]
memoranda-text: We direct attention to the Borough Council advertisement which appears elsewhere. Dr Charlton gives notice to-day that he has appointed Mr Edward Halcombe his collector. A coffee supper will be held in the Foresters' Hall on Wednesday. Further particulars on Tuesday. Train arrangements for the Easter holidays are published to-day. The charges are on a comparatively liberal scale. Mr Henry Curran gives notice to-day that he is prepared to supply all kinds of firewood, also to undertake up country carting. To open in a few days, a beautiful assortment of Indian hand-embroidered Handkerchiefs in babies' and goat's sizes (cream and white shades) at The Red House. Don't forget that there is the largest stock of Waterbury Watches (short wind), Ladies' and Gents' sizes, at The Red House. Some beautiful Goods in Glass and fancy Crockery at The Red House. New fashions for the Autumn Season are now ready for inspection, such as are sure to meet with universal approbation, because selected with care, judgement and taste by our special representative in the Home and continental markets—for Te Aro House, Wellington. Our millinery is really very choice and attractive and, without controversy, the best in the city. We have also an abundance of millinery requisites of the newest description, special attention having been given by our Home buyer to the exact matching of all. Ladies can in this respect, therefore, depend on getting their wishes and tastes gratified at Te Aro House, Wellington. Cobbe and Darragh will be showing their new Goods during the coming week, in order to suit the requirements of their increasing business, their Purchases for this Season have been very large, and include the latest styles in Millinery, Fancy Woollen Goods, Embroidered and Checked Robes and many other novelties.: [800, 1091, 951, 1458]
